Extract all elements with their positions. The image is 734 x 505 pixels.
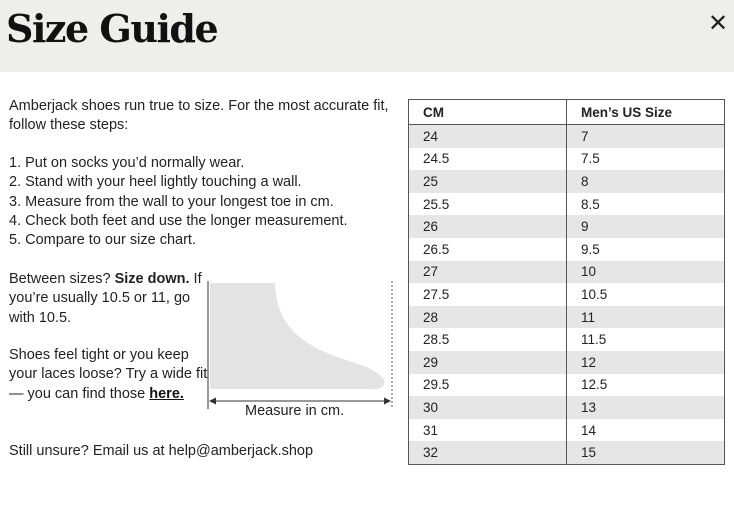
cm-cell: 29.5	[409, 374, 567, 397]
measure-caption: Measure in cm.	[245, 403, 345, 419]
cm-cell: 30	[409, 396, 567, 419]
foot-measure-icon	[200, 281, 395, 415]
column-header-cm: CM	[409, 100, 567, 125]
wide-fit-link[interactable]: here.	[149, 385, 184, 402]
cm-cell: 28.5	[409, 328, 567, 351]
us-size-cell: 9	[567, 215, 725, 238]
step-item: 5. Compare to our size chart.	[9, 232, 196, 249]
us-size-cell: 7	[567, 125, 725, 148]
us-size-cell: 10.5	[567, 283, 725, 306]
us-size-cell: 11.5	[567, 328, 725, 351]
column-header-us-size: Men’s US Size	[567, 100, 725, 125]
us-size-cell: 12	[567, 351, 725, 374]
contact-text: Still unsure? Email us at help@amberjack.shop	[9, 443, 314, 459]
cm-cell: 31	[409, 419, 567, 442]
us-size-cell: 11	[567, 306, 725, 329]
us-size-cell: 8	[567, 170, 725, 193]
us-size-cell: 14	[567, 419, 725, 442]
table-row	[409, 351, 725, 374]
table-row	[409, 283, 725, 306]
table-row	[409, 193, 725, 216]
table-row	[409, 170, 725, 193]
cm-cell: 32	[409, 441, 567, 464]
table-row	[409, 328, 725, 351]
step-item: 2. Stand with your heel lightly touching a wall.	[9, 174, 302, 191]
cm-cell: 26	[409, 215, 567, 238]
us-size-cell: 9.5	[567, 238, 725, 261]
step-item: 4. Check both feet and use the longer measurement.	[9, 212, 348, 229]
step-item: 3. Measure from the wall to your longest toe in cm.	[9, 193, 334, 210]
size-down-emphasis: Size down.	[114, 271, 190, 287]
cm-cell: 24.5	[409, 148, 567, 171]
table-row	[409, 125, 725, 148]
us-size-cell: 8.5	[567, 193, 725, 216]
table-row	[409, 306, 725, 329]
table-row	[409, 441, 725, 464]
cm-cell: 26.5	[409, 238, 567, 261]
table-row	[409, 215, 725, 238]
cm-cell: 25	[409, 170, 567, 193]
modal-header	[0, 0, 734, 72]
cm-cell: 25.5	[409, 193, 567, 216]
cm-cell: 24	[409, 125, 567, 148]
cm-cell: 28	[409, 306, 567, 329]
intro-text: Amberjack shoes run true to size. For the most accurate fit, follow these steps:	[9, 98, 389, 134]
size-chart-table	[408, 99, 725, 465]
steps-list	[9, 154, 399, 250]
close-icon[interactable]: ✕	[707, 10, 729, 37]
table-row	[409, 261, 725, 284]
us-size-cell: 7.5	[567, 148, 725, 171]
table-row	[409, 419, 725, 442]
us-size-cell: 12.5	[567, 374, 725, 397]
table-row	[409, 396, 725, 419]
cm-cell: 27	[409, 261, 567, 284]
between-sizes-tip	[9, 270, 209, 328]
table-header-row	[409, 100, 725, 125]
us-size-cell: 10	[567, 261, 725, 284]
table-row	[409, 238, 725, 261]
us-size-cell: 15	[567, 441, 725, 464]
between-sizes-detail: If you’re usually 10.5 or 11, go with 10.5.	[9, 271, 202, 326]
us-size-cell: 13	[567, 396, 725, 419]
step-item: 1. Put on socks you’d normally wear.	[9, 155, 245, 171]
cm-cell: 29	[409, 351, 567, 374]
cm-cell: 27.5	[409, 283, 567, 306]
table-row	[409, 148, 725, 171]
wide-fit-text: Shoes feel tight or you keep your laces loose? Try a wide fit — you can find those	[9, 347, 208, 402]
close-button[interactable]	[706, 12, 730, 36]
foot-illustration	[200, 281, 395, 419]
size-chart-body	[409, 125, 725, 465]
between-sizes-lead: Between sizes?	[9, 271, 115, 287]
modal-title: Size Guide	[6, 6, 218, 51]
wide-fit-tip	[9, 346, 209, 404]
table-row	[409, 374, 725, 397]
